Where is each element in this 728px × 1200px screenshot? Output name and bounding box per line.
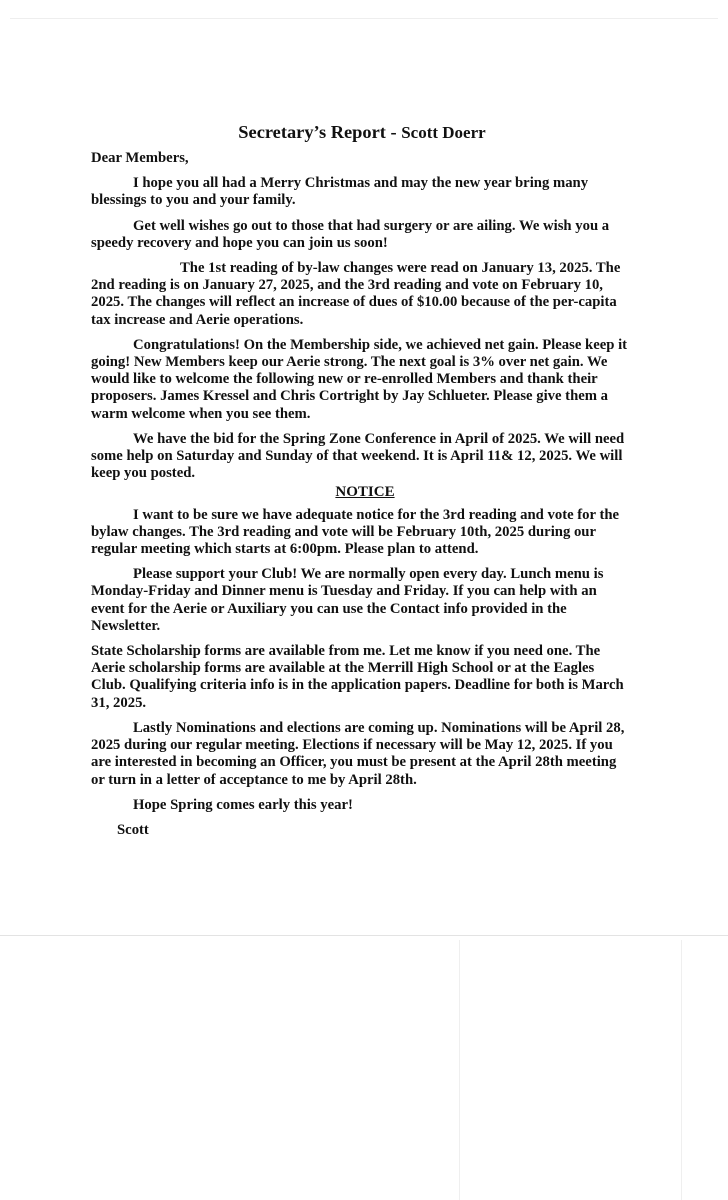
- paragraph-spring-zone-conference: We have the bid for the Spring Zone Conference in April of 2025. We will need some help on Saturday and Sunday of that weekend. It is April 11& 12, 2025. We will keep you posted.: [91, 430, 625, 482]
- page-fold-line: [0, 935, 728, 936]
- secretary-report: [91, 121, 631, 839]
- paragraph-get-well: Get well wishes go out to those that had surgery or are ailing. We wish you a speedy recovery and hope you can join us soon!: [91, 217, 610, 251]
- scan-mark: [459, 940, 460, 1200]
- report-author: Scott Doerr: [401, 123, 486, 142]
- paragraph-scholarships: State Scholarship forms are available from me. Let me know if you need one. The Aerie scholarship forms are available at the Merrill High School or at the Eagles Club. Qualifying criteria info is in the application papers. Deadline for both is March 31, 2025.: [91, 643, 624, 711]
- paragraph-holiday-wishes: I hope you all had a Merry Christmas and may the new year bring many blessings to you and your family.: [91, 175, 589, 209]
- paragraph-bylaw-readings: The 1st reading of by-law changes were read on January 13, 2025. The 2nd reading is on January 27, 2025, and the 3rd reading and vote on February 10, 2025. The changes will reflect an increase of dues of $10.00 because of the per-capita tax increase and Aerie operations.: [91, 260, 621, 328]
- scan-mark: [681, 940, 682, 1200]
- paragraph-support-club: Please support your Club! We are normally open every day. Lunch menu is Monday-Friday and Dinner menu is Tuesday and Friday. If you can help with an event for the Aerie or Auxiliary you can use the Contact info provided in the Newsletter.: [91, 566, 604, 634]
- paragraph-membership: Congratulations! On the Membership side, we achieved net gain. Please keep it going! New Members keep our Aerie strong. The next goal is 3% over net gain. We would like to welcome the following new or re-enrolled Members and thank their proposers. James Kressel and Chris Cortright by Jay Schlueter. Please give them a warm welcome when you see them.: [91, 336, 628, 422]
- notice-heading: NOTICE: [335, 484, 395, 501]
- greeting: Dear Members,: [91, 150, 189, 166]
- signature: Scott: [117, 821, 149, 838]
- paragraph-third-reading-notice: I want to be sure we have adequate notice for the 3rd reading and vote for the bylaw changes. The 3rd reading and vote will be February 10th, 2025 during our regular meeting which starts at 6:00pm. Please plan to attend.: [91, 506, 620, 558]
- report-title: [91, 121, 631, 144]
- report-title-text: Secretary’s Report -: [238, 122, 397, 142]
- paragraph-closing: Hope Spring comes early this year!: [133, 796, 353, 813]
- paragraph-nominations: Lastly Nominations and elections are coming up. Nominations will be April 28, 2025 during our regular meeting. Elections if necessary will be May 12, 2025. If you are interested in becoming an Officer, you must be present at the April 28th meeting or turn in a letter of acceptance to me by April 28th.: [91, 719, 625, 788]
- scan-edge-top: [10, 18, 718, 19]
